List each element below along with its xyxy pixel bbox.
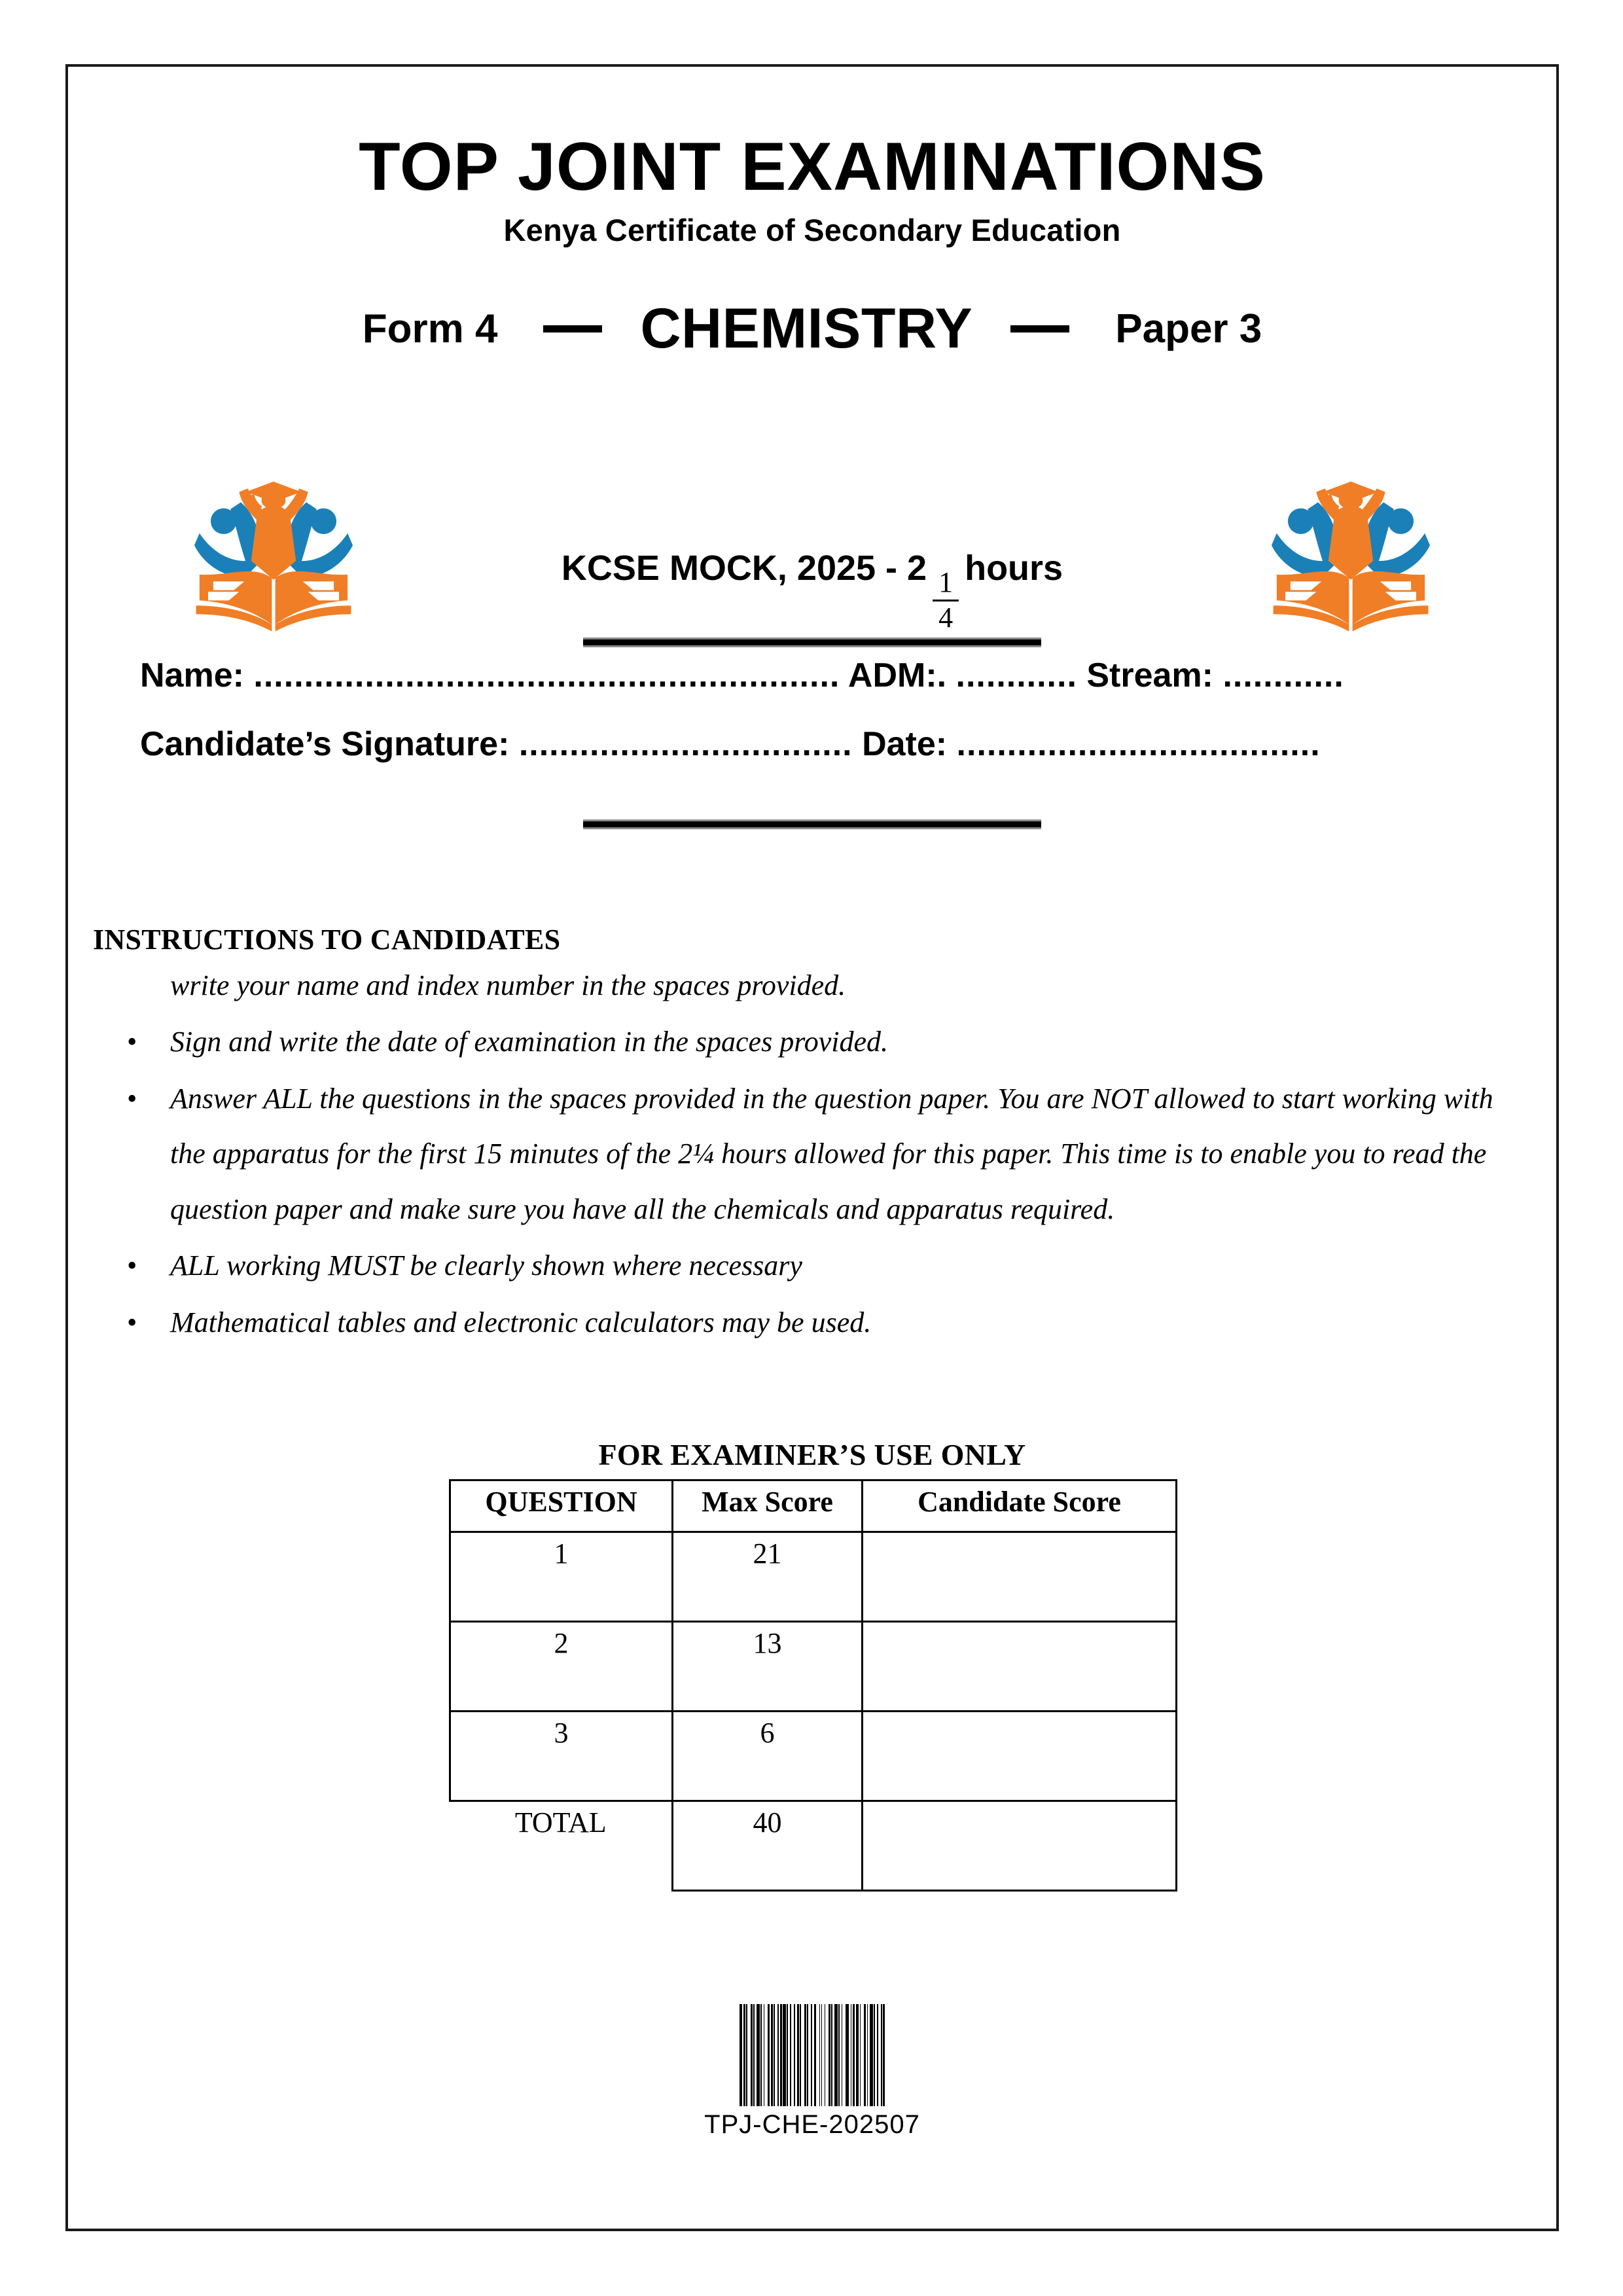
duration-fraction (933, 566, 959, 634)
adm-input-line[interactable]: ............ (955, 656, 1077, 694)
barcode-block (613, 2004, 1012, 2140)
cell-question: 3 (450, 1712, 673, 1801)
instruction-item (93, 1071, 1525, 1237)
stream-input-line[interactable]: ............ (1222, 656, 1344, 694)
instruction-text: Mathematical tables and electronic calculators may be used. (170, 1306, 872, 1338)
candidate-name-row (140, 656, 1484, 695)
candidate-signature-row (140, 725, 1484, 764)
stream-label: Stream: (1086, 656, 1213, 694)
date-input-line[interactable]: .................................... (956, 725, 1321, 763)
cell-candidate-score[interactable] (863, 1712, 1177, 1801)
dash-separator-left-icon (543, 325, 602, 332)
examiner-table-wrapper (449, 1479, 1175, 1892)
instruction-item (93, 1014, 1525, 1069)
instruction-text: ALL working MUST be clearly shown where necessary (170, 1249, 802, 1282)
cell-max-score: 13 (673, 1622, 863, 1712)
instruction-item (93, 1238, 1525, 1293)
instructions-list (93, 958, 1525, 1352)
cell-total-max-score: 40 (673, 1801, 863, 1891)
bullet-icon: • (127, 1026, 137, 1058)
cell-candidate-score[interactable] (863, 1532, 1177, 1622)
cell-total-candidate-score[interactable] (863, 1801, 1177, 1891)
examiner-score-table (449, 1479, 1177, 1892)
name-input-line[interactable]: .......................................................... (253, 656, 840, 694)
table-row (450, 1712, 1177, 1801)
page-border (65, 64, 1559, 2231)
column-header-candidate-score: Candidate Score (863, 1480, 1177, 1532)
subject-line (68, 289, 1556, 368)
table-row (450, 1532, 1177, 1622)
examiner-table-title: FOR EXAMINER’S USE ONLY (598, 1438, 1026, 1471)
instruction-text: Answer ALL the questions in the spaces provided in the question paper. You are NOT allowed to start working with the apparatus for the first 15 minutes of the 2¼ hours allowed for this paper. This time is to enable you to read the question paper and make sure you have all the chemicals and apparatus required. (170, 1082, 1493, 1225)
exam-certificate-subtitle: Kenya Certificate of Secondary Education (503, 213, 1121, 247)
signature-input-line[interactable]: ................................. (518, 725, 853, 763)
form-label: Form 4 (362, 306, 498, 351)
exam-cover-sheet (68, 67, 1556, 2229)
exam-duration-suffix: hours (965, 548, 1063, 588)
cell-max-score: 6 (673, 1712, 863, 1801)
instruction-item (93, 1295, 1525, 1350)
exam-duration-prefix: KCSE MOCK, 2025 - 2 (561, 548, 927, 588)
fraction-numerator: 1 (938, 566, 954, 599)
barcode-label: TPJ-CHE-202507 (704, 2110, 920, 2139)
column-header-question: QUESTION (450, 1480, 673, 1532)
table-header-row (450, 1480, 1177, 1532)
subject-title: CHEMISTRY (640, 296, 973, 360)
bullet-icon: • (127, 1082, 137, 1115)
header-rule-bottom (583, 819, 1041, 829)
cell-max-score: 21 (673, 1532, 863, 1622)
header-rule-top (583, 637, 1041, 647)
instruction-text: Sign and write the date of examination in the spaces provided. (170, 1026, 888, 1058)
adm-label: ADM:. (847, 656, 947, 694)
dash-separator-right-icon (1010, 325, 1069, 332)
bullet-icon: • (127, 1306, 137, 1338)
paper-label: Paper 3 (1115, 306, 1262, 351)
barcode-bar (883, 2004, 885, 2106)
barcode-image (613, 2004, 1012, 2106)
column-header-max-score: Max Score (673, 1480, 863, 1532)
exam-body-title: TOP JOINT EXAMINATIONS (359, 129, 1266, 205)
instructions-heading: INSTRUCTIONS TO CANDIDATES (93, 924, 561, 956)
fraction-denominator: 4 (938, 601, 954, 634)
cell-question: 2 (450, 1622, 673, 1712)
signature-label: Candidate’s Signature: (140, 725, 510, 763)
name-label: Name: (140, 656, 244, 694)
cell-total-label: TOTAL (450, 1801, 673, 1891)
table-row-total (450, 1801, 1177, 1891)
cell-question: 1 (450, 1532, 673, 1622)
bullet-icon: • (127, 1249, 137, 1282)
instruction-text: write your name and index number in the spaces provided. (170, 969, 846, 1001)
cell-candidate-score[interactable] (863, 1622, 1177, 1712)
date-label: Date: (862, 725, 948, 763)
instruction-item (93, 958, 1525, 1013)
table-row (450, 1622, 1177, 1712)
exam-duration-line (68, 548, 1556, 634)
